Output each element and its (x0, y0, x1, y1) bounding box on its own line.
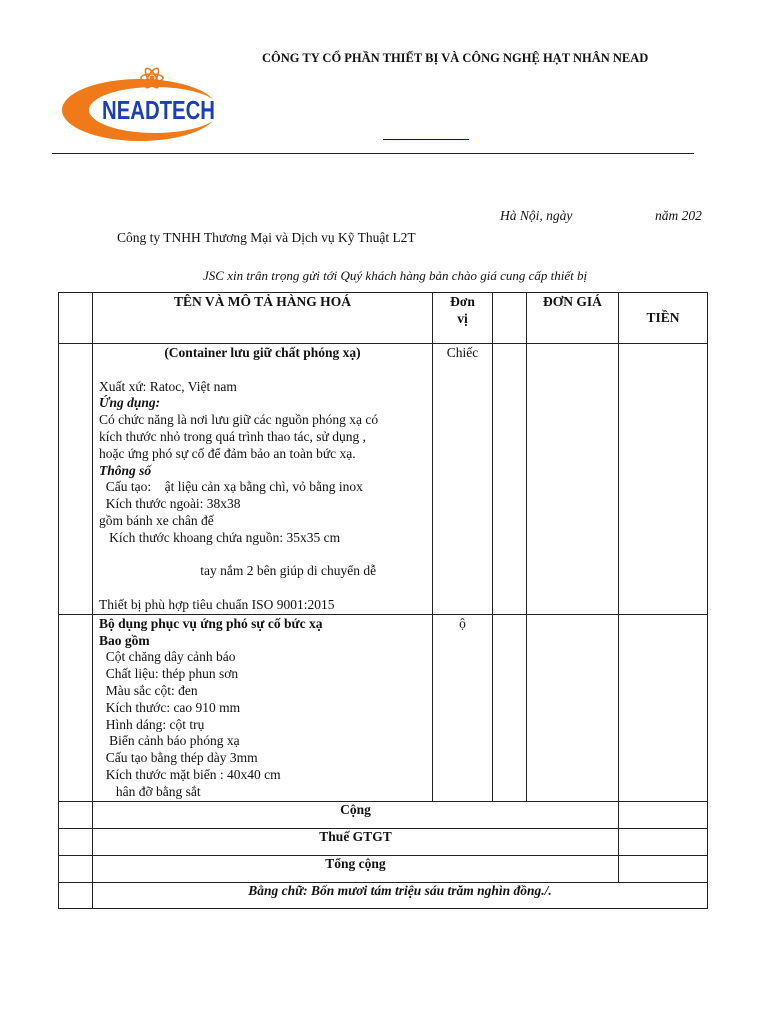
neadtech-logo (60, 60, 230, 150)
header-amount: TIỀN (619, 293, 708, 344)
list-item: tay nắm 2 bên giúp di chuyển dễ (99, 563, 377, 579)
row-index-cell (59, 882, 93, 908)
item-2-amount-cell (619, 614, 708, 801)
list-item: gồm bánh xe chân đế (99, 512, 214, 528)
row-index-cell (59, 828, 93, 855)
row-index-cell (59, 855, 93, 882)
quotation-table (58, 292, 708, 909)
grand-total-label: Tổng cộng (93, 855, 619, 882)
item-2-lines (93, 649, 432, 800)
item-1-price-cell (527, 344, 619, 615)
list-item: Kích thước ngoài: 38x38 (99, 496, 241, 512)
row-index-cell (59, 344, 93, 615)
amount-in-words-row (59, 882, 708, 908)
row-index-cell (59, 801, 93, 828)
header-description: TÊN VÀ MÔ TẢ HÀNG HOÁ (93, 293, 433, 344)
list-item: kích thước nhỏ trong quá trình thao tác, sử dụng , (99, 428, 366, 444)
list-item: Cột chăng dây cảnh báo (99, 649, 236, 665)
list-item: Cấu tạo: ật liệu cản xạ bằng chì, vỏ bằng inox (99, 479, 363, 495)
vat-row (59, 828, 708, 855)
list-item: Kích thước mặt biển : 40x40 cm (99, 766, 281, 782)
list-item: Hình dáng: cột trụ (99, 716, 205, 732)
list-item (93, 580, 432, 597)
date-place: Hà Nội, ngày (500, 208, 573, 223)
list-item: Có chức năng là nơi lưu giữ các nguồn phóng xạ có (99, 412, 379, 428)
item-1-title: (Container lưu giữ chất phóng xạ) (164, 345, 361, 360)
header-divider (52, 153, 694, 154)
header-unit (433, 293, 493, 344)
logo-text: NEADTECH (102, 95, 215, 125)
grand-total-row (59, 855, 708, 882)
list-item: hân đỡ bằng sắt (99, 783, 201, 799)
subtotal-amount-cell (619, 801, 708, 828)
subtotal-label: Cộng (93, 801, 619, 828)
item-1-quantity-cell (493, 344, 527, 615)
item-1-usage-heading: Ứng dụng: (99, 395, 161, 411)
row-index-cell (59, 614, 93, 801)
item-1-specs (93, 479, 432, 613)
list-item: Kích thước: cao 910 mm (99, 699, 241, 715)
item-2-unit: ộ (433, 614, 493, 801)
subtotal-row (59, 801, 708, 828)
item-2-quantity-cell (493, 614, 527, 801)
table-header-row (59, 293, 708, 344)
header-unit-line2: vị (457, 310, 468, 326)
item-2-price-cell (527, 614, 619, 801)
item-1-amount-cell (619, 344, 708, 615)
list-item: hoặc ứng phó sự cố để đảm bảo an toàn bức xạ. (99, 445, 356, 461)
table-row (59, 344, 708, 615)
company-name-header: CÔNG TY CỔ PHẦN THIẾT BỊ VÀ CÔNG NGHỆ HẠT NHÂN NEAD (262, 51, 649, 65)
item-1-description (93, 344, 433, 615)
header-index-cell (59, 293, 93, 344)
item-2-description (93, 614, 433, 801)
item-1-origin: Xuất xứ: Ratoc, Việt nam (99, 378, 237, 394)
header-quantity-cell (493, 293, 527, 344)
grand-total-amount-cell (619, 855, 708, 882)
vat-amount-cell (619, 828, 708, 855)
date-year: năm 202 (655, 208, 702, 223)
vat-label: Thuế GTGT (93, 828, 619, 855)
item-1-specs-heading: Thông số (99, 462, 152, 478)
list-item: Biển cảnh báo phóng xạ (99, 733, 240, 749)
recipient-company: Công ty TNHH Thương Mại và Dịch vụ Kỹ Thuật L2T (117, 230, 416, 245)
list-item: Thiết bị phù hợp tiêu chuẩn ISO 9001:2015 (99, 596, 335, 612)
list-item: Chất liệu: thép phun sơn (99, 666, 239, 682)
item-1-unit: Chiếc (433, 344, 493, 615)
list-item: Kích thước khoang chứa nguồn: 35x35 cm (99, 529, 341, 545)
item-2-title: Bộ dụng phục vụ ứng phó sự cố bức xạ (99, 615, 323, 631)
header-unit-price: ĐƠN GIÁ (527, 293, 619, 344)
list-item: Màu sắc cột: đen (99, 682, 198, 698)
link-underline (383, 139, 469, 140)
item-2-subtitle: Bao gồm (99, 632, 150, 648)
item-1-usage (93, 412, 432, 462)
intro-sentence: JSC xin trân trọng gửi tới Quý khách hàng bản chào giá cung cấp thiết bị (203, 268, 588, 283)
table-row (59, 614, 708, 801)
amount-in-words: Bằng chữ: Bốn mươi tám triệu sáu trăm nghìn đồng./. (93, 882, 708, 908)
list-item: Cấu tạo bằng thép dày 3mm (99, 750, 258, 766)
list-item (93, 547, 432, 564)
neadtech-logo-graphic (60, 60, 230, 150)
header-unit-line1: Đơn (450, 294, 475, 309)
item-1-blank-line (93, 362, 432, 379)
